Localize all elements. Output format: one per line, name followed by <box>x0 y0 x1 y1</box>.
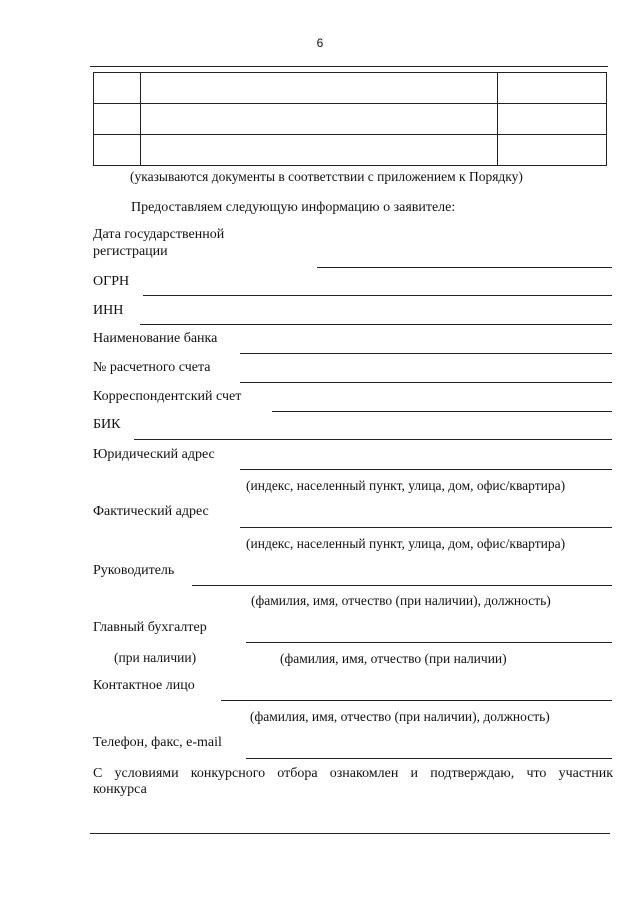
table-cell-document[interactable] <box>141 135 498 166</box>
legal-address-input-line[interactable] <box>240 469 612 470</box>
agreement-line2: конкурса <box>93 782 147 797</box>
signature-line[interactable] <box>90 833 610 834</box>
ogrn-input-line[interactable] <box>143 295 612 296</box>
corr-account-input-line[interactable] <box>272 411 612 412</box>
table-cell-document[interactable] <box>141 73 498 104</box>
accountant-input-line[interactable] <box>246 642 612 643</box>
documents-note: (указываются документы в соответствии с приложением к Порядку) <box>130 169 523 184</box>
reg-date-input-line[interactable] <box>317 267 612 268</box>
top-divider <box>90 66 608 67</box>
contact-hint: (фамилия, имя, отчество (при наличии), должность) <box>250 709 550 724</box>
reg-date-label-line2: регистрации <box>93 244 168 259</box>
reg-date-label-line1: Дата государственной <box>93 227 225 242</box>
table-cell-number[interactable] <box>94 73 141 104</box>
phone-input-line[interactable] <box>246 758 612 759</box>
page-number: 6 <box>316 36 324 50</box>
table-row <box>94 104 607 135</box>
table-row <box>94 73 607 104</box>
actual-address-label: Фактический адрес <box>93 504 209 519</box>
documents-table <box>93 72 607 166</box>
director-input-line[interactable] <box>192 585 612 586</box>
phone-label: Телефон, факс, e-mail <box>93 735 222 750</box>
agreement-line1: С условиями конкурсного отбора ознакомлен и подтверждаю, что участник <box>93 766 613 781</box>
inn-label: ИНН <box>93 303 124 318</box>
actual-address-input-line[interactable] <box>240 527 612 528</box>
account-label: № расчетного счета <box>93 360 211 375</box>
contact-label: Контактное лицо <box>93 678 195 693</box>
director-hint: (фамилия, имя, отчество (при наличии), должность) <box>251 593 551 608</box>
accountant-sub-label: (при наличии) <box>114 650 197 665</box>
director-label: Руководитель <box>93 563 175 578</box>
intro-text: Предоставляем следующую информацию о заявителе: <box>131 200 456 215</box>
accountant-hint: (фамилия, имя, отчество (при наличии) <box>280 651 507 666</box>
bik-input-line[interactable] <box>134 439 612 440</box>
table-row <box>94 135 607 166</box>
inn-input-line[interactable] <box>140 324 612 325</box>
contact-input-line[interactable] <box>221 700 612 701</box>
bank-name-input-line[interactable] <box>240 353 612 354</box>
table-cell-pages[interactable] <box>498 104 607 135</box>
table-cell-pages[interactable] <box>498 73 607 104</box>
legal-address-hint: (индекс, населенный пункт, улица, дом, офис/квартира) <box>246 478 566 493</box>
ogrn-label: ОГРН <box>93 274 130 289</box>
legal-address-label: Юридический адрес <box>93 447 215 462</box>
table-cell-pages[interactable] <box>498 135 607 166</box>
accountant-label: Главный бухгалтер <box>93 620 207 635</box>
table-cell-number[interactable] <box>94 135 141 166</box>
bank-name-label: Наименование банка <box>93 331 218 346</box>
actual-address-hint: (индекс, населенный пункт, улица, дом, офис/квартира) <box>246 536 566 551</box>
table-cell-document[interactable] <box>141 104 498 135</box>
table-cell-number[interactable] <box>94 104 141 135</box>
account-input-line[interactable] <box>240 382 612 383</box>
corr-account-label: Корреспондентский счет <box>93 389 242 404</box>
bik-label: БИК <box>93 417 121 432</box>
